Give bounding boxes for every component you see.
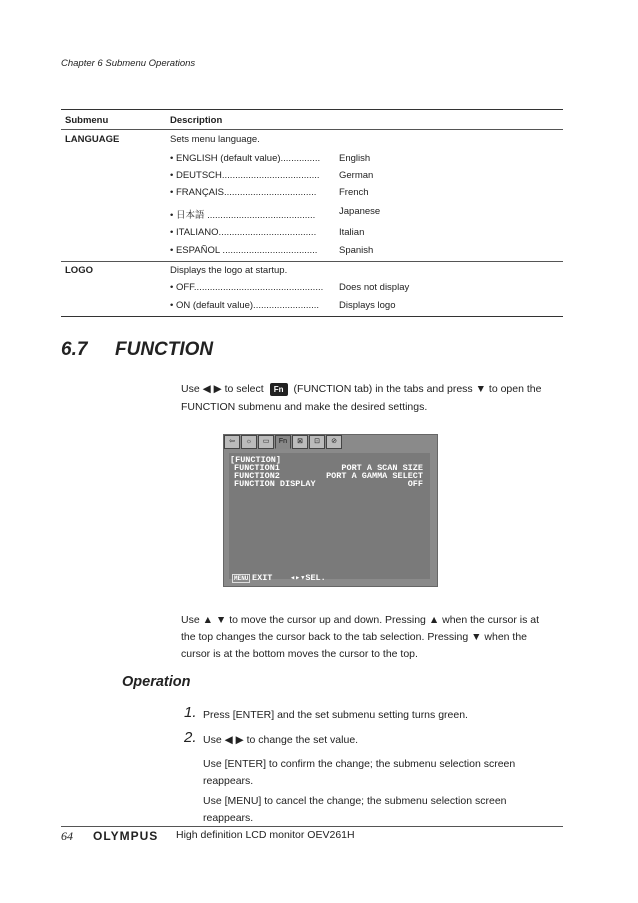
logo-option-label: • ON (default value)......................... xyxy=(170,300,320,311)
step-note: Use [MENU] to cancel the change; the submenu selection screen xyxy=(203,795,507,807)
language-option-label: • ESPAÑOL .................................... xyxy=(170,245,318,256)
table-row-rule xyxy=(61,261,563,262)
section-title: FUNCTION xyxy=(115,339,214,360)
osd-row-label: FUNCTION1 xyxy=(234,463,280,473)
step-note: reappears. xyxy=(203,775,254,787)
language-option-label: • ENGLISH (default value)............... xyxy=(170,153,321,164)
step-text: Press [ENTER] and the set submenu setting turns green. xyxy=(203,709,468,721)
section-number: 6.7 xyxy=(61,339,88,360)
col-header-description: Description xyxy=(170,115,223,126)
cursor-line: the top changes the cursor back to the tab selection. Pressing ▼ when the xyxy=(181,631,528,643)
language-option-value: English xyxy=(339,153,371,164)
table-bottom-rule xyxy=(61,316,563,317)
intro-text-b: (FUNCTION tab) in the tabs and press ▼ to open the xyxy=(293,383,542,395)
footer-rule xyxy=(61,826,563,827)
menu-key-icon: MENU xyxy=(234,575,249,582)
chapter-header: Chapter 6 Submenu Operations xyxy=(61,58,196,69)
osd-row-value: PORT A GAMMA SELECT xyxy=(326,471,423,481)
language-option-value: Japanese xyxy=(339,206,381,217)
language-description: Sets menu language. xyxy=(170,134,260,145)
function-tab-icon: Fn xyxy=(270,383,288,396)
olympus-logo: OLYMPUS xyxy=(93,829,159,843)
input-tab-icon: ⇦ xyxy=(224,435,240,449)
col-header-submenu: Submenu xyxy=(65,115,109,126)
osd-screen xyxy=(223,434,438,587)
osd-row-label: FUNCTION2 xyxy=(234,471,280,481)
intro-text-a: Use ◀ ▶ to select xyxy=(181,383,264,395)
osd-row-value: OFF xyxy=(407,479,423,489)
intro-line-1 xyxy=(181,380,566,398)
logo-description: Displays the logo at startup. xyxy=(170,265,288,276)
osd-row-label: FUNCTION DISPLAY xyxy=(234,479,316,489)
picture-tab-icon: ☼ xyxy=(241,435,257,449)
language-option-value: German xyxy=(339,170,374,181)
language-option-label: • DEUTSCH..................................... xyxy=(170,170,320,181)
submenu-logo: LOGO xyxy=(65,265,93,276)
language-option-label: • FRANÇAIS................................... xyxy=(170,187,317,198)
language-option-value: French xyxy=(339,187,369,198)
logo-option-value: Does not display xyxy=(339,282,410,293)
cursor-line: Use ▲ ▼ to move the cursor up and down. Pressing ▲ when the cursor is at xyxy=(181,614,540,626)
step-number: 2. xyxy=(184,729,197,746)
intro-line-2: FUNCTION submenu and make the desired settings. xyxy=(181,401,428,413)
screen-tab-icon: ▭ xyxy=(258,435,274,449)
osd-select-label: ◂▸▾SEL. xyxy=(290,573,326,583)
table-top-rule xyxy=(61,109,563,110)
language-option-value: Italian xyxy=(339,227,365,238)
product-name: High definition LCD monitor OEV261H xyxy=(176,829,355,841)
osd-row-value: PORT A SCAN SIZE xyxy=(341,463,423,473)
display-tab-icon: ⊠ xyxy=(292,435,308,449)
system-tab-icon: ⊘ xyxy=(326,435,342,449)
step-number: 1. xyxy=(184,704,197,721)
table-header-rule xyxy=(61,129,563,130)
cursor-line: cursor is at the bottom moves the cursor to the top. xyxy=(181,648,418,660)
step-note: reappears. xyxy=(203,812,254,824)
setup-tab-icon: ⊡ xyxy=(309,435,325,449)
logo-option-value: Displays logo xyxy=(339,300,396,311)
logo-option-label: • OFF................................................. xyxy=(170,282,324,293)
language-option-label: • 日本語 ......................................... xyxy=(170,210,316,221)
function-tab-icon: Fn xyxy=(275,435,291,449)
step-note: Use [ENTER] to confirm the change; the submenu selection screen xyxy=(203,758,516,770)
osd-tab-bar xyxy=(224,435,350,449)
operation-title: Operation xyxy=(122,674,191,690)
step-text: Use ◀ ▶ to change the set value. xyxy=(203,734,359,746)
osd-exit-label: EXIT xyxy=(252,573,273,583)
submenu-language: LANGUAGE xyxy=(65,134,120,145)
osd-heading: [FUNCTION] xyxy=(230,455,282,465)
language-option-value: Spanish xyxy=(339,245,374,256)
page-number: 64 xyxy=(61,829,73,843)
language-option-label: • ITALIANO..................................... xyxy=(170,227,317,238)
